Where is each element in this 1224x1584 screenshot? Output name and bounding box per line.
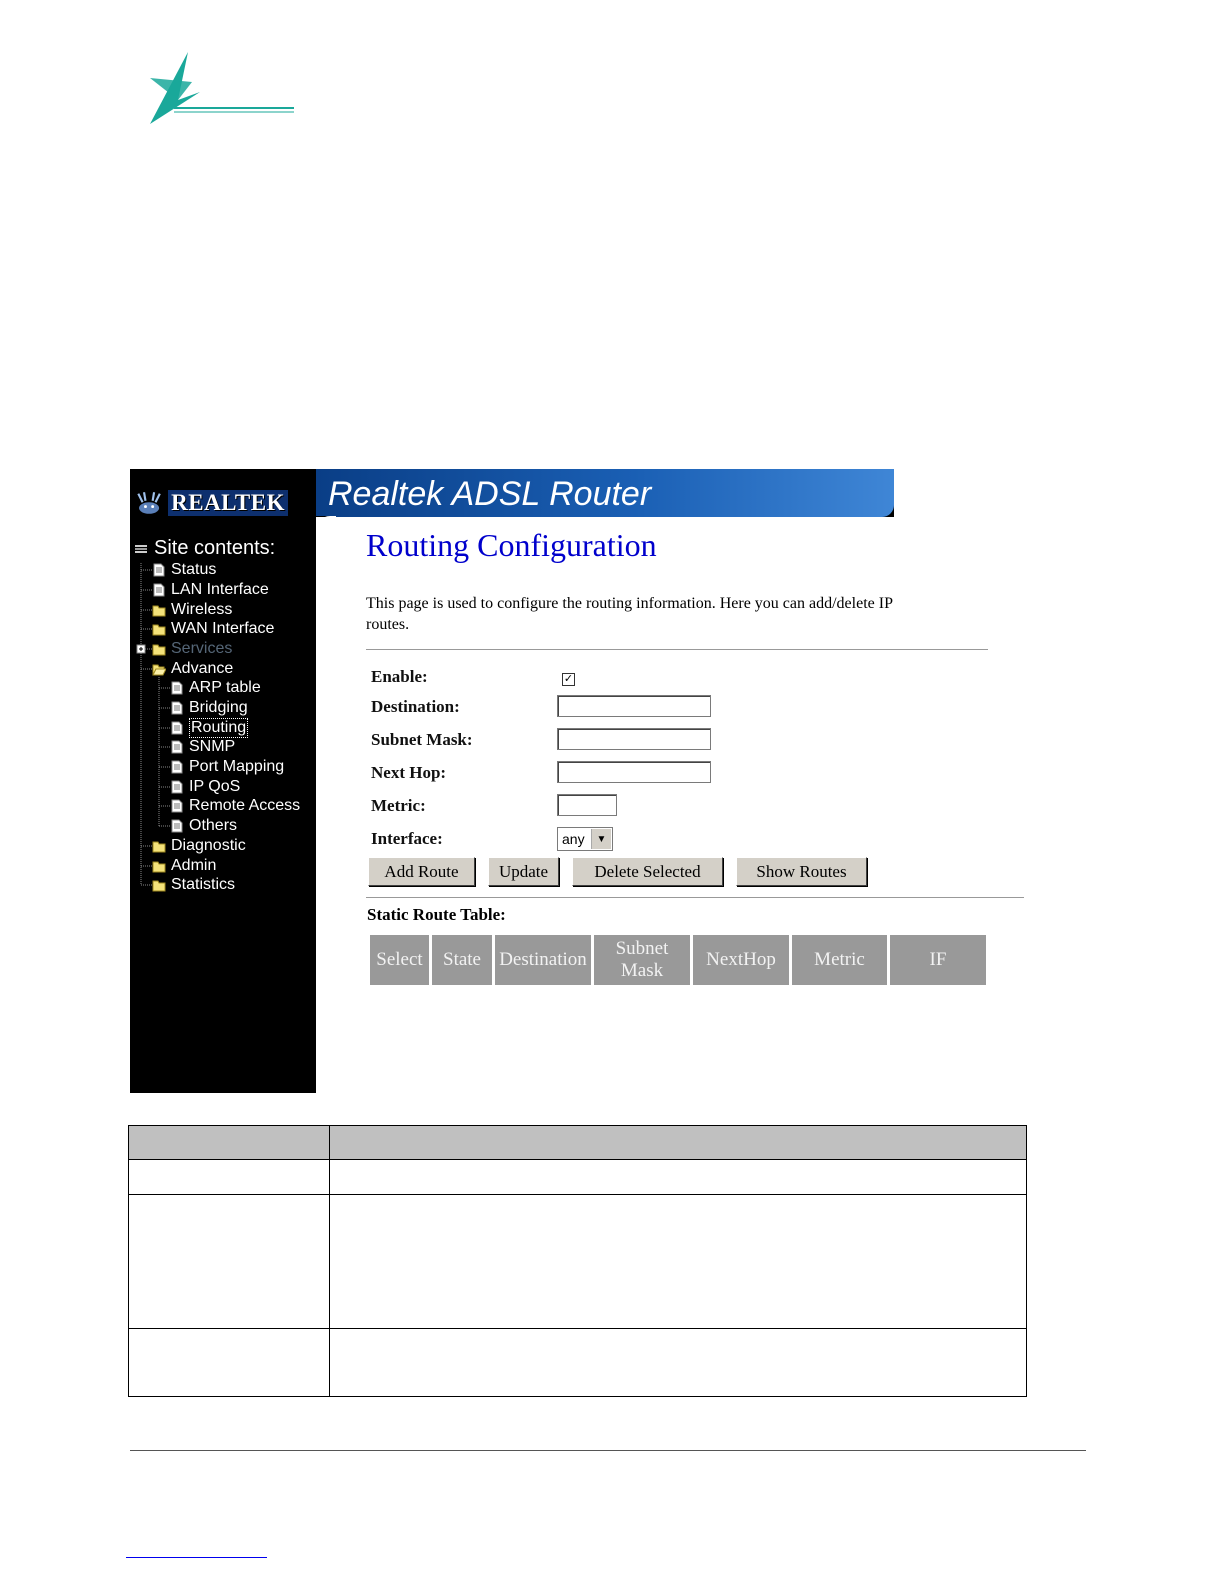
sidebar-item-arp-table[interactable]: ARP table [170, 678, 261, 698]
sidebar-item-snmp[interactable]: SNMP [170, 737, 235, 757]
interface-select-value: any [562, 831, 585, 847]
page-icon [170, 681, 184, 695]
table-header-subnet-mask: Subnet Mask [594, 935, 690, 985]
show-routes-button[interactable]: Show Routes [736, 857, 867, 886]
page-icon [170, 819, 184, 833]
enable-checkbox[interactable]: ✓ [563, 673, 574, 685]
page-title: Routing Configuration [366, 527, 657, 563]
sidebar-item-ip-qos[interactable]: IP QoS [170, 777, 240, 797]
metric-label: Metric: [371, 796, 426, 815]
static-route-table-title: Static Route Table: [367, 905, 506, 924]
table-header-if: IF [890, 935, 986, 985]
folder-icon [152, 878, 166, 892]
folder-icon [152, 622, 166, 636]
destination-label: Destination: [371, 697, 460, 716]
sidebar-item-wan-interface[interactable]: WAN Interface [152, 619, 274, 639]
divider [366, 649, 988, 650]
brand-name: REALTEK [168, 490, 288, 516]
enable-label: Enable: [371, 667, 428, 686]
page-icon [152, 563, 166, 577]
sidebar-item-advance[interactable]: Advance [152, 659, 233, 679]
sidebar-item-statistics[interactable]: Statistics [152, 875, 235, 895]
router-ui [130, 469, 1024, 1093]
sidebar-item-admin[interactable]: Admin [152, 856, 216, 876]
sidebar-item-remote-access[interactable]: Remote Access [170, 796, 300, 816]
sidebar-item-services[interactable]: Services [152, 639, 232, 659]
interface-select[interactable] [557, 827, 613, 851]
table-header-select: Select [370, 935, 429, 985]
table-header-row [129, 1126, 1027, 1160]
sidebar-item-lan-interface[interactable]: LAN Interface [152, 580, 269, 600]
sidebar-item-wireless[interactable]: Wireless [152, 600, 232, 620]
table-header-state: State [432, 935, 492, 985]
folder-icon [152, 603, 166, 617]
site-contents-title: Site contents: [134, 537, 275, 560]
page-icon [170, 760, 184, 774]
main-content [316, 517, 1024, 1093]
subnet-mask-label: Subnet Mask: [371, 730, 473, 749]
folder-icon [152, 839, 166, 853]
sidebar-item-diagnostic[interactable]: Diagnostic [152, 836, 246, 856]
field-description-table [128, 1125, 1027, 1397]
footer-link-underline[interactable] [126, 1557, 267, 1558]
page-icon [152, 583, 166, 597]
table-header-destination: Destination [495, 935, 591, 985]
acorp-logo-icon [148, 48, 298, 128]
delete-selected-button[interactable]: Delete Selected [572, 857, 723, 886]
sidebar-item-status[interactable]: Status [152, 560, 216, 580]
realtek-crab-icon [134, 486, 164, 520]
update-button[interactable]: Update [488, 857, 559, 886]
interface-label: Interface: [371, 829, 443, 848]
footer-divider [130, 1450, 1086, 1451]
table-row [129, 1329, 1027, 1397]
open-folder-icon [152, 662, 166, 676]
table-row [129, 1160, 1027, 1195]
sidebar-item-routing[interactable]: Routing [170, 718, 248, 738]
page-icon [170, 740, 184, 754]
sidebar-item-others[interactable]: Others [170, 816, 237, 836]
subnet-mask-input[interactable] [557, 728, 711, 750]
destination-input[interactable] [557, 695, 711, 717]
sidebar-item-port-mapping[interactable]: Port Mapping [170, 757, 284, 777]
folder-icon [152, 859, 166, 873]
add-route-button[interactable]: Add Route [368, 857, 475, 886]
chevron-down-icon[interactable]: ▼ [591, 829, 611, 849]
next-hop-label: Next Hop: [371, 763, 447, 782]
page-icon [170, 701, 184, 715]
page-icon [170, 780, 184, 794]
sidebar [130, 517, 316, 1093]
table-row [129, 1195, 1027, 1329]
folder-icon [152, 642, 166, 656]
page-icon [170, 799, 184, 813]
sidebar-item-bridging[interactable]: Bridging [170, 698, 248, 718]
page-description: This page is used to configure the routing information. Here you can add/delete IP routes. [366, 595, 893, 633]
metric-input[interactable] [557, 794, 617, 816]
table-header-metric: Metric [792, 935, 887, 985]
divider [366, 897, 1024, 898]
banner-title: Realtek ADSL Router [328, 475, 652, 513]
page-icon [170, 721, 184, 735]
table-header-nexthop: NextHop [693, 935, 789, 985]
next-hop-input[interactable] [557, 761, 711, 783]
